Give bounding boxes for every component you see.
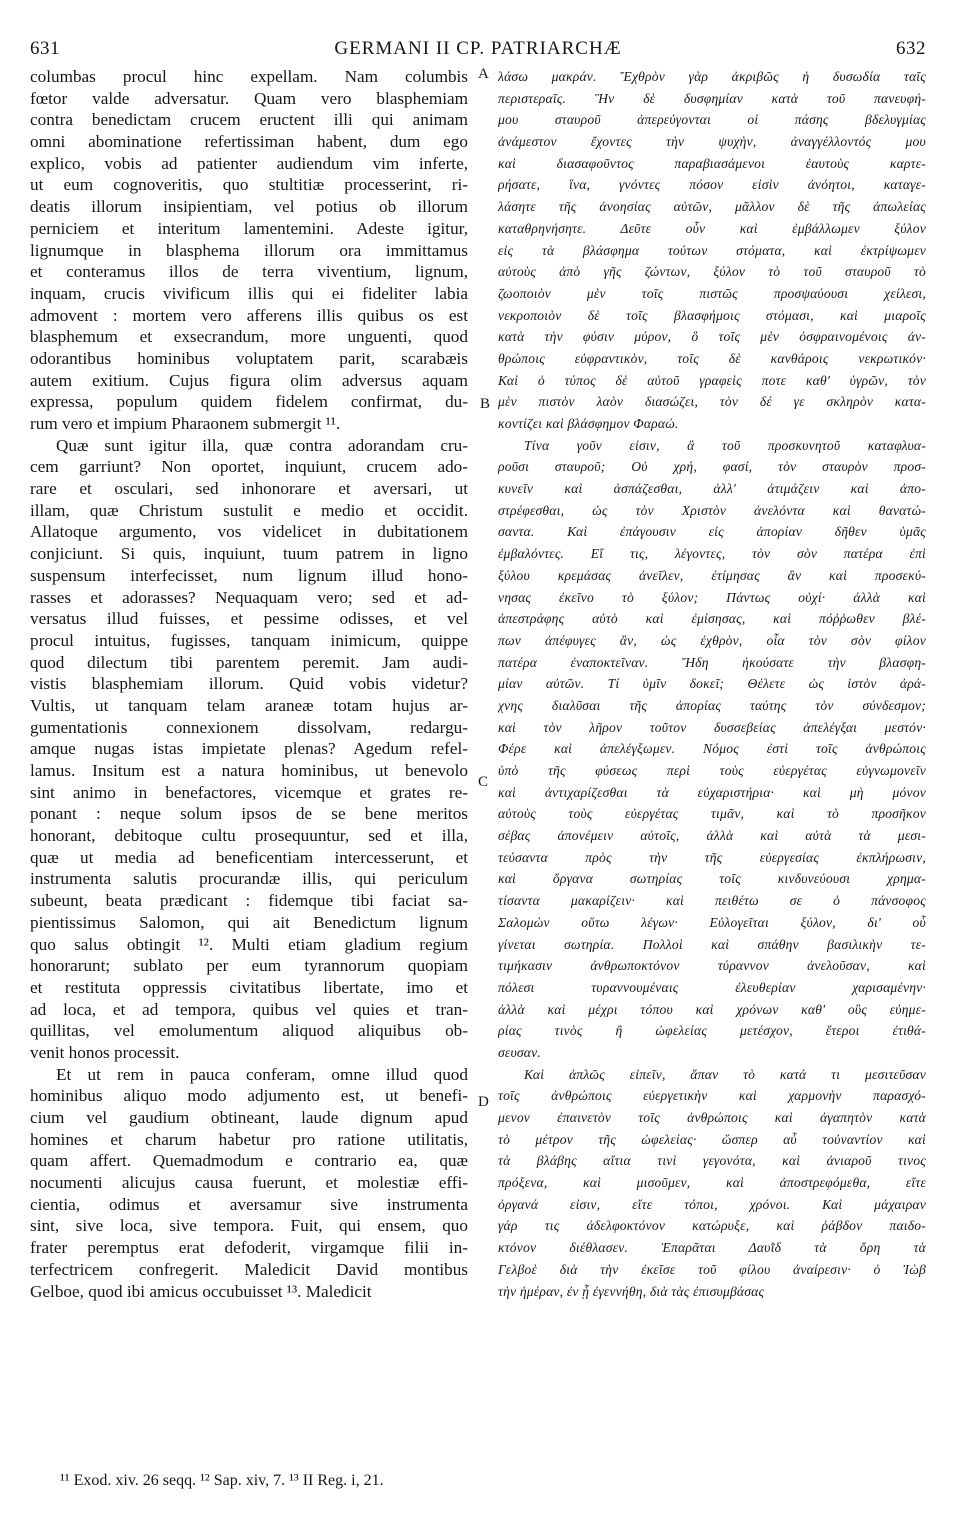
greek-text-line: σαντα. Καὶ ἐπάγουσιν εἰς ἀπορίαν δῆθεν ὑμᾶς xyxy=(498,524,926,540)
greek-text-line: Γελβοὲ διὰ τὴν ἐκεῖσε τοῦ φίλου ἀναίρεσιν· ὁ Ἰὼβ xyxy=(498,1261,926,1277)
page-number-left: 631 xyxy=(30,38,60,59)
latin-text-line: homines et charum habetur pro ratione utilitatis, xyxy=(30,1129,468,1149)
greek-text-line: ὀργανά εἰσιν, εἴτε τόποι, χρόνοι. Καὶ μάχαιραν xyxy=(498,1196,926,1212)
margin-letter-a: A xyxy=(478,66,489,82)
greek-text-line: καὶ ἀντιχαρίζεσθαι τὰ εὐχαριστήρια· καὶ μὴ μόνον xyxy=(498,784,926,800)
latin-text-line: lamus. Insitum est a natura hominibus, ut benevolo xyxy=(30,761,468,780)
greek-text-line: νεκροποιὸν δὲ τοῖς βλασφήμοις στόμασι, καὶ μιαροῖς xyxy=(498,307,926,323)
latin-text-line: odorantibus hominibus voluptatem parit, scarabæis xyxy=(30,348,468,368)
latin-text-line: Gelboe, quod ibi amicus occubuisset ¹³. Maledicit xyxy=(30,1281,372,1301)
greek-text-line: τίσαντα μακαρίζειν· καὶ πειθέτω σε ὁ πάνσοφος xyxy=(498,893,926,909)
latin-text-line: contra benedictam crucem eructent illi qui animam xyxy=(30,110,468,130)
greek-text-line: καταθρηνήσητε. Δεῦτε οὖν καὶ ἐμβάλλωμεν ξύλον xyxy=(498,220,926,236)
greek-text-line: Καὶ ἁπλῶς εἰπεῖν, ἅπαν τὸ κατά τι μεσιτεῦσαν xyxy=(524,1066,926,1082)
latin-text-line: expressa, populum quidem fidelem confirmat, du- xyxy=(30,392,468,412)
latin-text-line: honorant, debitoque cultu prosequuntur, sed et illa, xyxy=(30,826,468,846)
greek-text-line: γίνεται σωτηρία. Πολλοὶ καὶ σπάθην βασιλικὴν τε- xyxy=(498,936,926,952)
margin-letter-b: B xyxy=(480,396,491,412)
greek-text-line: σέβας ἀπονέμειν αὐτοῖς, ἀλλὰ καὶ αὐτὰ τὰ μεσι- xyxy=(498,828,926,844)
greek-text-line: νησας ἐκεῖνο τὸ ξύλον; Πάντως οὐχί· ἀλλὰ καὶ xyxy=(498,589,926,605)
latin-text-line: autem exitium. Cujus figura olim adversus aquam xyxy=(30,370,468,390)
latin-text-line: quo salus obtingit ¹². Multi etiam gladium regium xyxy=(30,934,468,954)
greek-text-line: σευσαν. xyxy=(498,1044,541,1060)
latin-text-line: illam, quæ Christum sustulit e medio et occidit. xyxy=(30,500,468,520)
greek-text-line: τὰ βλάβης αἴτια τινὶ γεγονότα, καὶ ἀνιαροῦ τινος xyxy=(498,1153,926,1169)
latin-text-line: perniciem et interitum lamentemini. Adeste igitur, xyxy=(30,218,468,238)
latin-text-line: quæ ut media ad beneficentiam intercesserunt, et xyxy=(30,847,468,867)
margin-letter-d: D xyxy=(478,1094,489,1110)
latin-text-line: sint, sive loca, sive tempora. Fuit, qui ensem, quo xyxy=(30,1216,468,1236)
greek-text-line: τοῖς ἀνθρώποις εὐεργετικὴν καὶ χαρμονὴν παρασχό- xyxy=(498,1088,926,1104)
greek-text-line: καὶ ὄργανα σωτηρίας τοῖς κινδυνεύουσι χρημα- xyxy=(498,871,926,887)
latin-text-line: omni abominatione refertissiman habent, dum ego xyxy=(30,132,468,152)
latin-text-line: gumentationis connexionem dissolvam, redargu- xyxy=(30,717,468,737)
greek-text-line: μὲν πιστὸν λαὸν διασώζει, τὸν δέ γε σκληρὸν κατα- xyxy=(498,394,926,410)
latin-text-line: Et ut rem in pauca conferam, omne illud quod xyxy=(56,1064,468,1084)
latin-text-line: ut eum cognoveritis, quo stultitiæ processerint, ri- xyxy=(30,175,468,195)
latin-text-line: honorarunt; sublato per eum tyrannorum quopiam xyxy=(30,956,468,976)
page-number-right: 632 xyxy=(896,38,926,59)
greek-text-line: τεύσαντα πρὸς τὴν τῆς εὐεργεσίας ἐκπλήρωσιν, xyxy=(498,849,926,865)
greek-text-line: περιστεραῖς. Ἣν δὲ δυσφημίαν κατὰ τοῦ πανευφή- xyxy=(498,90,926,106)
greek-text-line: Καὶ ὁ τύπος δὲ αὐτοῦ γραφεὶς ποτε καθ' ὑγρῶν, τὸν xyxy=(498,372,926,388)
latin-text-line: blasphemum et exsecrandum, more unguenti, quod xyxy=(30,327,468,347)
latin-text-line: et conteramus illos de terra viventium, lignum, xyxy=(30,262,468,282)
latin-text-line: subeunt, beata prædicant : fidemque tibi faciat sa- xyxy=(30,891,468,911)
latin-text-line: sint animo in benefactores, vicemque et grates re- xyxy=(30,782,468,802)
latin-text-line: quam affert. Quemadmodum e contrario ea, quæ xyxy=(30,1151,468,1171)
latin-text-line: ponant : neque solum ipsos de se bene meritos xyxy=(30,804,468,824)
latin-text-line: quod dilectum tibi parentem peremit. Jam audi- xyxy=(30,652,468,672)
greek-text-line: Φέρε καὶ ἀπελέγξωμεν. Νόμος ἐστὶ τοῖς ἀνθρώποις xyxy=(498,741,926,757)
greek-text-line: ξύλου κρεμάσας ἀνεῖλεν, ἐτίμησας ἂν καὶ προσεκύ- xyxy=(498,567,926,583)
greek-text-line: μίαν αὐτῶν. Τί ὑμῖν δοκεῖ; Θέλετε ὡς ἱστὸν ἀρά- xyxy=(498,676,926,692)
running-header xyxy=(30,38,926,64)
latin-text-line: cium vel gaudium obtineant, laude dignum apud xyxy=(30,1108,468,1127)
greek-text-line: ἀλλὰ καὶ μέχρι τόπου καὶ χρόνων καθ' οὓς εὐημε- xyxy=(498,1001,926,1017)
latin-text-line: Vultis, ut tanquam telam araneæ totam hujus ar- xyxy=(30,695,468,715)
running-title: GERMANI II CP. PATRIARCHÆ xyxy=(334,38,622,59)
greek-column xyxy=(498,66,926,1302)
greek-text-line: μου σταυροῦ ἀπερεύγονται οἱ πάσης βδελυγμίας xyxy=(498,112,926,128)
latin-text-line: frater peremptus erat defoderit, virgamque filii in- xyxy=(30,1238,468,1258)
latin-text-line: columbas procul hinc expellam. Nam columbis xyxy=(30,67,468,86)
greek-text-line: ρίας τινὸς ἢ ὠφελείας μετέσχον, ἕτεροι ἐτιθά- xyxy=(498,1023,926,1039)
greek-text-line: κοντίζει καὶ βλάσφημον Φαραώ. xyxy=(498,416,679,431)
greek-text-line: Σαλομὼν οὕτω λέγων· Εὐλογεῖται ξύλον, δι' οὗ xyxy=(498,914,926,930)
latin-text-line: nocumenti alicujus causa fuerunt, et molestiæ effi- xyxy=(30,1173,468,1193)
latin-text-line: deatis illorum insipientiam, vel potius ob illorum xyxy=(30,197,468,217)
latin-text-line: rare et osculari, sed inhonorare et aversari, ut xyxy=(30,479,468,499)
greek-text-line: στρέφεσθαι, ὡς τὸν Χριστὸν ἀνελόντα καὶ θανατώ- xyxy=(498,502,926,518)
greek-text-line: ἐμβαλόντες. Εἴ τις, λέγοντες, τὸν σὸν πατέρα ἐπὶ xyxy=(498,546,926,562)
greek-text-line: κτόνον διέθλασεν. Ἐπαρᾶται Δαυῒδ τὰ ὄρη τὰ xyxy=(498,1240,926,1256)
greek-text-line: ρήσατε, ἵνα, γνόντες πόσον εἰσὶν ἀνόητοι, καταγε- xyxy=(498,177,926,193)
latin-text-line: ad loca, et ad tempora, quibus vel quies et tran- xyxy=(30,999,468,1019)
latin-text-line: instrumenta salutis procurandæ illis, qui periculum xyxy=(30,869,468,889)
latin-text-line: conjiciunt. Si quis, inquiunt, tuum patrem in ligno xyxy=(30,544,468,564)
latin-text-line: rum vero et impium Pharaonem submergit ¹¹. xyxy=(30,414,341,433)
greek-text-line: καὶ διασαφοῦντος παραβιασάμενοι ἑαυτοὺς καρτε- xyxy=(498,155,926,171)
greek-text-line: εἰς τὰ βλάσφημα τούτων στόματα, καὶ ἐκτρίψωμεν xyxy=(498,242,926,258)
latin-text-line: vistis blasphemiam illorum. Quid vobis videtur? xyxy=(30,674,468,694)
greek-text-line: τιμήκασιν ἀνθρωποκτόνον τύραννον ἀνελοῦσαν, καὶ xyxy=(498,958,926,974)
latin-text-line: quillitas, vel emolumentum aliquod aliquibus ob- xyxy=(30,1021,468,1041)
latin-text-line: hominibus aliquo modo adjumento est, ut benefi- xyxy=(30,1086,468,1106)
latin-text-line: terfectricem confregerit. Maledicit David montibus xyxy=(30,1259,468,1279)
greek-text-line: λάσω μακράν. Ἔχθρὸν γὰρ ἀκριβῶς ἡ δυσωδία ταῖς xyxy=(498,69,926,84)
greek-text-line: γάρ τις ἀδελφοκτόνον κατώρυξε, καὶ ῥάβδον παιδο- xyxy=(498,1218,926,1234)
greek-text-line: ροῦσι σταυροῦ; Οὐ χρή, φασί, τὸν σταυρὸν προσ- xyxy=(498,459,926,475)
latin-text-line: pientissimus Salomon, qui ait Benedictum lignum xyxy=(30,912,468,932)
greek-text-line: τὴν ἡμέραν, ἐν ᾗ ἐγεννήθη, διὰ τὰς ἐπισυμβάσας xyxy=(498,1283,765,1299)
greek-text-line: πατέρα ἐναποκτεῖναν. Ἤδη ἠκούσατε τὴν βλασφη- xyxy=(498,654,926,670)
latin-text-line: admovent : mortem vero afferens illis quibus os est xyxy=(30,305,468,325)
latin-text-line: fœtor valde adversatur. Quam vero blasphemiam xyxy=(30,88,468,108)
latin-text-line: explico, vobis ad patienter audiendum vim inferte, xyxy=(30,153,468,173)
latin-text-line: lignumque in blasphema illorum ora immittamus xyxy=(30,240,468,260)
greek-text-line: κυνεῖν καὶ ἀσπάζεσθαι, ἀλλ' ἀτιμάζειν καὶ ἀπο- xyxy=(498,481,926,497)
greek-text-line: τὸ μέτρον τῆς ὠφελείας· ὥσπερ αὖ τοὐναντίον καὶ xyxy=(498,1131,926,1147)
latin-text-line: Allatoque argumento, vos videlicet in dubitationem xyxy=(30,522,468,542)
latin-text-line: suspensum interfecisset, num lignum illud hono- xyxy=(30,565,468,585)
latin-text-line: et restituta oppressis civitatibus libertate, imo et xyxy=(30,977,468,997)
greek-text-line: χνης διαλῦσαι τῆς ἀπορίας ταύτης τὸν σύνδεσμον; xyxy=(498,697,926,713)
greek-text-line: πρόξενα, καὶ μισοῦμεν, καὶ ἀποστρεφόμεθα, εἴτε xyxy=(498,1175,926,1191)
latin-text-line: inquam, crucis vivificum illis qui ei fideliter labia xyxy=(30,283,468,303)
greek-text-line: θρώποις εὐφραντικὸν, τοῖς δὲ κανθάροις νεκρωτικόν· xyxy=(498,350,926,366)
footnotes: ¹¹ Exod. xiv. 26 seqq. ¹² Sap. xiv, 7. ¹³ II Reg. i, 21. xyxy=(60,1472,384,1489)
greek-text-line: πόλεσι τυραννουμέναις ἐλευθερίαν χαρισαμένην· xyxy=(498,979,926,995)
greek-text-line: ἀνάμεστον ἔχοντες τὴν ψυχὴν, ἀναγγέλλοντός μου xyxy=(498,134,926,150)
greek-text-line: πων ἀπέφυγες ἂν, ὡς ἐχθρὸν, οἷα τὸν σὸν φίλον xyxy=(498,632,926,648)
greek-text-line: αὐτοὺς ἀπὸ γῆς ζώντων, ξύλον τὸ τοῦ σταυροῦ τὸ xyxy=(498,264,926,280)
margin-letter-c: C xyxy=(478,774,489,790)
greek-text-line: ζωοποιὸν μὲν τοῖς πιστῶς προσψαύουσι χείλεσι, xyxy=(498,285,926,301)
greek-text-line: κατὰ τὴν φύσιν μύρον, ὃ τοῖς μὲν ὀσφραινομένοις ἀν- xyxy=(498,329,926,345)
latin-text-line: cientia, odimus et aversamur sive instrumenta xyxy=(30,1194,468,1214)
latin-text-line: cem garriunt? Non oportet, inquiunt, crucem ado- xyxy=(30,457,468,477)
greek-text-line: καὶ τὸν λῆρον τοῦτον δυσσεβείας ἀπελέγξαι μεστόν· xyxy=(498,719,926,735)
greek-text-line: Τίνα γοῦν εἰσιν, ἃ τοῦ προσκυνητοῦ καταφλυα- xyxy=(524,437,926,453)
latin-text-line: Quæ sunt igitur illa, quæ contra adorandam cru- xyxy=(56,435,468,455)
latin-text-line: procul intuitus, fugisses, tanquam inimicum, quippe xyxy=(30,630,468,650)
latin-column xyxy=(30,66,468,1302)
greek-text-line: λάσητε τῆς ἀνοησίας αὐτῶν, μᾶλλον δὲ τῆς ἀπωλείας xyxy=(498,199,926,215)
latin-text-line: versatus illud fuisses, et pessime odisses, et vel xyxy=(30,609,468,629)
greek-text-line: αὐτοὺς τοὺς εὐεργέτας τιμᾶν, καὶ τὸ προσῆκον xyxy=(498,806,926,822)
latin-text-line: rasses et adorasses? Nequaquam vero; sed et ad- xyxy=(30,587,468,607)
latin-text-line: amque nugas istas impietate plenas? Agedum refel- xyxy=(30,739,468,759)
greek-text-line: ὑπὸ τῆς φύσεως περὶ τοὺς εὐεργέτας εὐγνωμονεῖν xyxy=(498,763,926,778)
greek-text-line: μενον ἐπαινετὸν τοῖς ἀνθρώποις καὶ ἀγαπητὸν κατὰ xyxy=(498,1110,926,1125)
greek-text-line: ἀπεστράφης αὐτὸ καὶ ἐμίσησας, καὶ πόῤῥωθεν βλέ- xyxy=(498,611,926,627)
latin-text-line: venit honos processit. xyxy=(30,1042,180,1062)
